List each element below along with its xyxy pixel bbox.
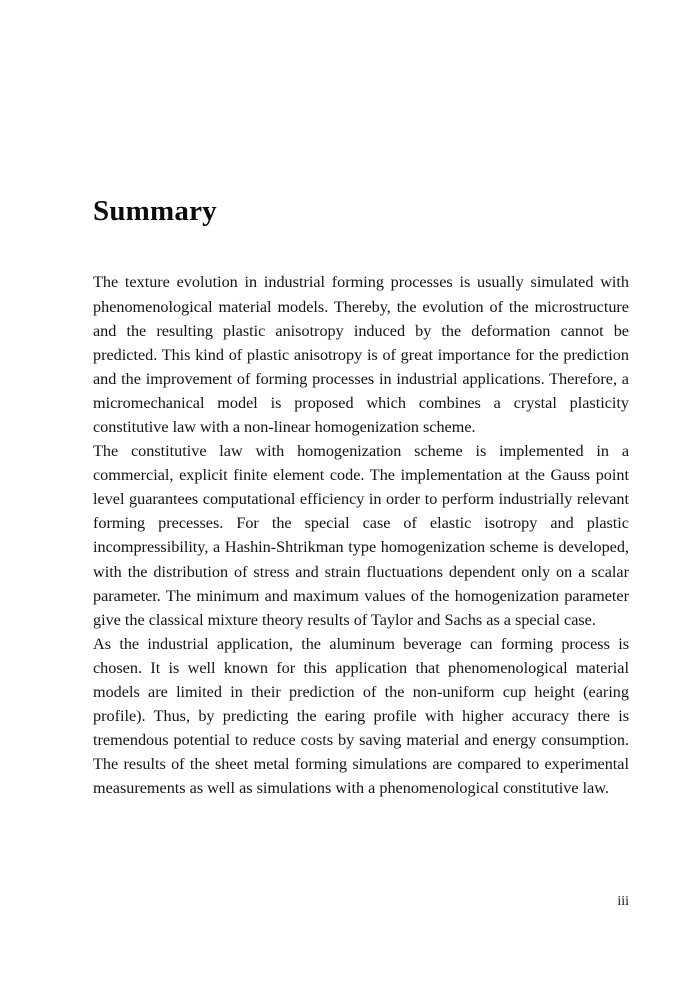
page-number: iii: [617, 894, 629, 909]
page-title: Summary: [93, 195, 217, 227]
summary-body: [93, 270, 629, 800]
paragraph-2: The constitutive law with homogenization scheme is implemented in a commercial, explicit finite element code. The implementation at the Gauss point level guarantees computational efficiency in order to perform industrially relevant forming precesses. For the special case of elastic isotropy and plastic incompressibility, a Hashin-Shtrikman type homogenization scheme is developed, with the distribution of stress and strain fluctuations dependent only on a scalar parameter. The minimum and maximum values of the homogenization parameter give the classical mixture theory results of Taylor and Sachs as a special case.: [93, 442, 629, 629]
paragraph-1: The texture evolution in industrial forming processes is usually simulated with phenomenological material models. Thereby, the evolution of the microstructure and the resulting plastic anisotropy induced by the deformation cannot be predicted. This kind of plastic anisotropy is of great importance for the prediction and the improvement of forming processes in industrial applications. Therefore, a micromechanical model is proposed which combines a crystal plasticity constitutive law with a non-linear homogenization scheme.: [93, 273, 629, 436]
paragraph-3: As the industrial application, the aluminum beverage can forming process is chosen. It is well known for this application that phenomenological material models are limited in their prediction of the non-uniform cup height (earing profile). Thus, by predicting the earing profile with higher accuracy there is tremendous potential to reduce costs by saving material and energy consumption. The results of the sheet metal forming simulations are compared to experimental measurements as well as simulations with a phenomenological constitutive law.: [93, 634, 629, 798]
page-content: [93, 196, 629, 801]
